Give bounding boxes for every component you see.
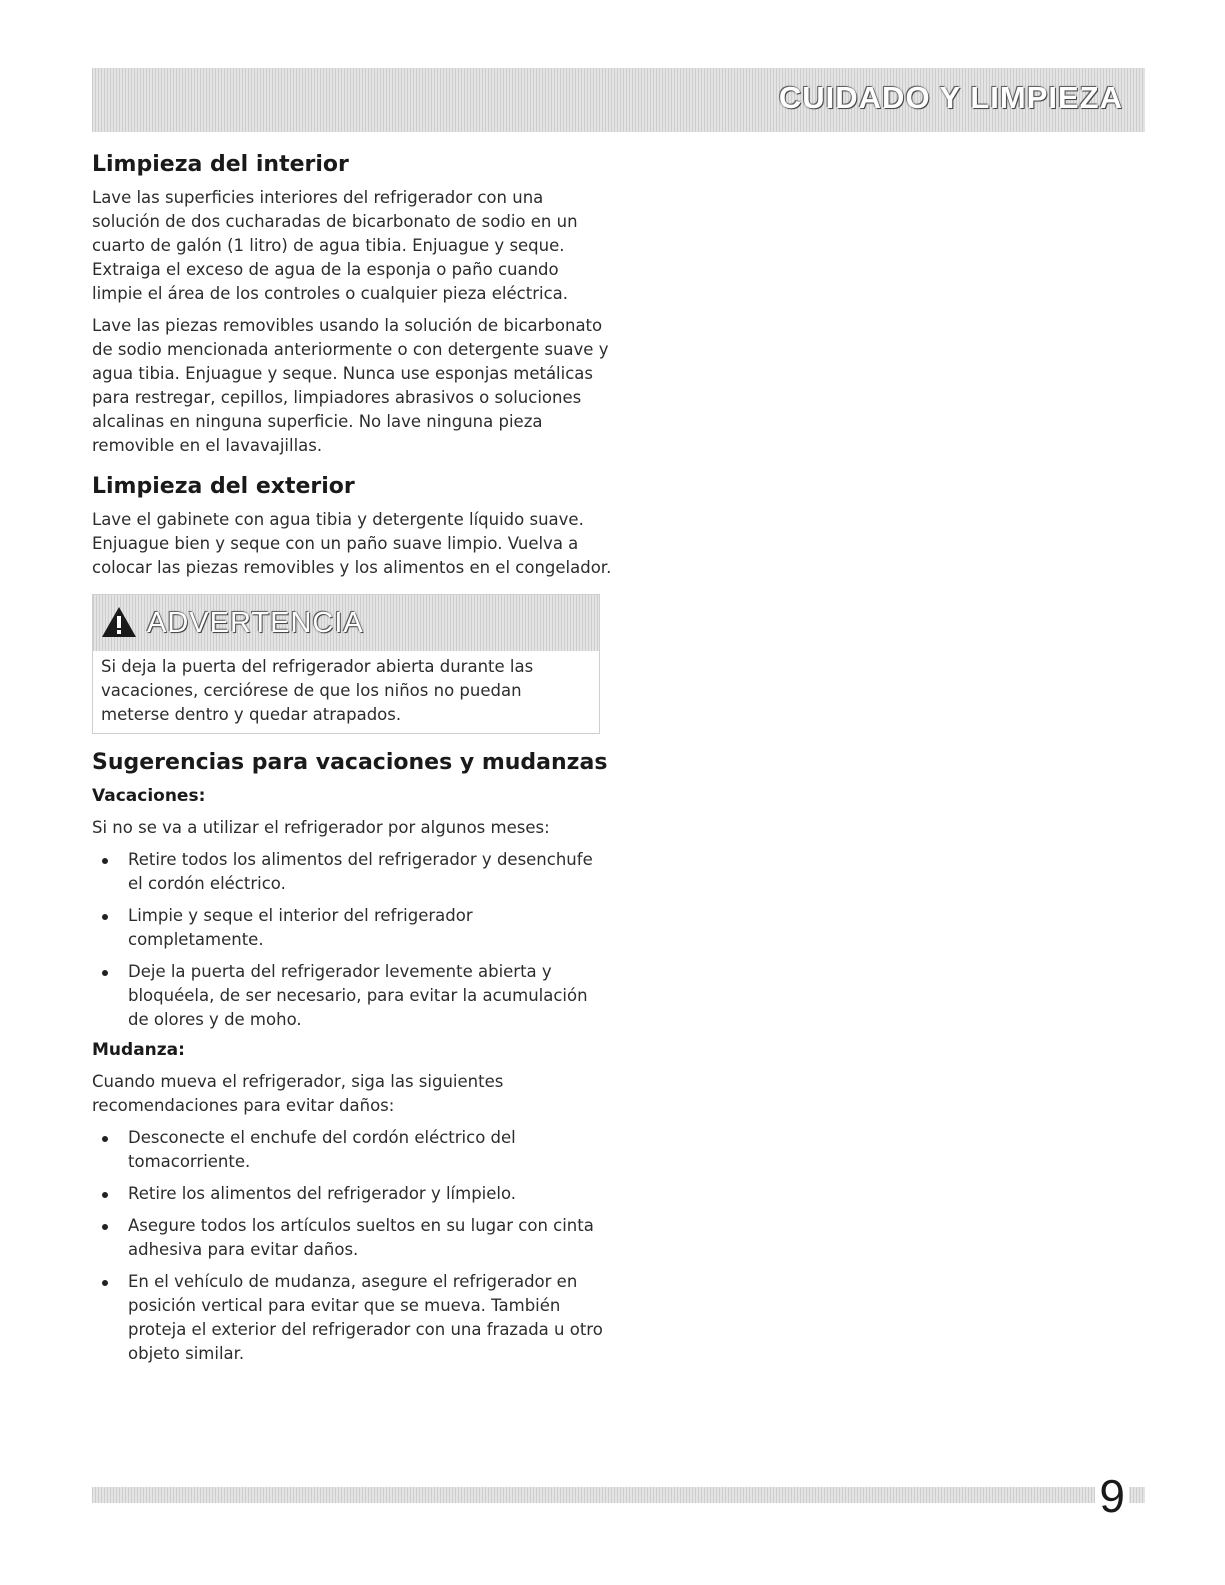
warning-title: ADVERTENCIA <box>147 607 364 639</box>
list-item <box>92 1126 612 1174</box>
warning-box <box>92 594 600 734</box>
list-item <box>92 904 612 952</box>
moving-list <box>92 1126 612 1366</box>
main-column <box>92 150 612 1366</box>
warning-triangle-icon <box>101 605 137 639</box>
vacation-heading: Vacaciones: <box>92 786 206 806</box>
interior-paragraph-1: Lave las superficies interiores del refrigerador con una solución de dos cucharadas de bicarbonato de sodio en un cuarto de galón (1 litro) de agua tibia. Enjuague y seque. Extraiga el exceso de agua de la esponja o paño cuando limpie el área de los controles o cualquier pieza eléctrica. <box>92 188 578 303</box>
list-item-text: Asegure todos los artículos sueltos en su lugar con cinta adhesiva para evitar daños. <box>128 1216 594 1259</box>
footer-band <box>92 1487 1145 1503</box>
bullet-icon <box>102 970 108 976</box>
list-item <box>92 1270 612 1366</box>
list-item <box>92 1214 612 1262</box>
list-item-text: Limpie y seque el interior del refrigerador completamente. <box>128 906 473 949</box>
bullet-icon <box>102 1224 108 1230</box>
section-title: CUIDADO Y LIMPIEZA <box>778 80 1123 115</box>
exterior-paragraph: Lave el gabinete con agua tibia y detergente líquido suave. Enjuague bien y seque con un paño suave limpio. Vuelva a colocar las piezas removibles y los alimentos en el congelador. <box>92 510 612 577</box>
moving-intro: Cuando mueva el refrigerador, siga las siguientes recomendaciones para evitar daños: <box>92 1072 504 1115</box>
warning-header <box>93 595 599 651</box>
list-item-text: Retire todos los alimentos del refrigerador y desenchufe el cordón eléctrico. <box>128 850 593 893</box>
vacation-intro: Si no se va a utilizar el refrigerador por algunos meses: <box>92 818 550 837</box>
interior-heading: Limpieza del interior <box>92 152 349 177</box>
bullet-icon <box>102 1192 108 1198</box>
bullet-icon <box>102 1280 108 1286</box>
bullet-icon <box>102 858 108 864</box>
list-item-text: Retire los alimentos del refrigerador y límpielo. <box>128 1184 517 1203</box>
page-number: 9 <box>1095 1468 1129 1524</box>
list-item-text: Deje la puerta del refrigerador levemente abierta y bloquéela, de ser necesario, para evitar la acumulación de olores y de moho. <box>128 962 588 1029</box>
list-item <box>92 848 612 896</box>
list-item-text: En el vehículo de mudanza, asegure el refrigerador en posición vertical para evitar que se mueva. También proteja el exterior del refrigerador con una frazada u otro objeto similar. <box>128 1272 603 1363</box>
list-item-text: Desconecte el enchufe del cordón eléctrico del tomacorriente. <box>128 1128 516 1171</box>
tips-heading: Sugerencias para vacaciones y mudanzas <box>92 750 608 775</box>
warning-text: Si deja la puerta del refrigerador abierta durante las vacaciones, cerciórese de que los niños no puedan meterse dentro y quedar atrapados. <box>101 657 534 724</box>
list-item <box>92 1182 612 1206</box>
section-header-band <box>92 68 1145 132</box>
bullet-icon <box>102 1136 108 1142</box>
exterior-heading: Limpieza del exterior <box>92 474 355 499</box>
moving-heading: Mudanza: <box>92 1040 185 1060</box>
bullet-icon <box>102 914 108 920</box>
list-item <box>92 960 612 1032</box>
interior-paragraph-2: Lave las piezas removibles usando la solución de bicarbonato de sodio mencionada anteriormente o con detergente suave y agua tibia. Enjuague y seque. Nunca use esponjas metálicas para restregar, cepillos, limpiadores abrasivos o soluciones alcalinas en ninguna superficie. No lave ninguna pieza removible en el lavavajillas. <box>92 316 609 455</box>
vacation-list <box>92 848 612 1032</box>
